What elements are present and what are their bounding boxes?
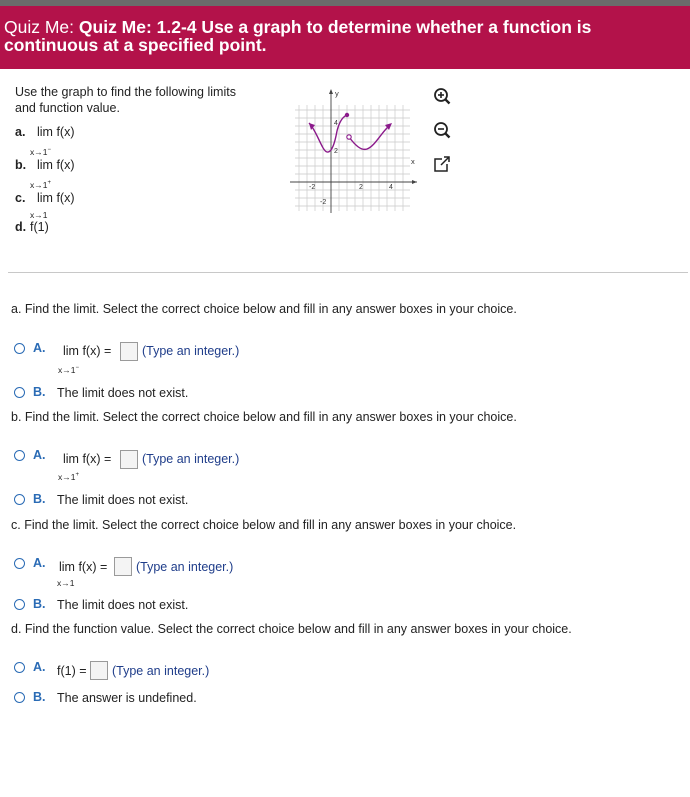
question-a-prompt: a. Find the limit. Select the correct choice below and fill in any answer boxes in your choice. — [11, 302, 517, 316]
section-divider — [8, 272, 688, 273]
question-a-option-a-expr: lim f(x) = — [63, 344, 112, 358]
question-a-option-b-text: The limit does not exist. — [57, 386, 189, 400]
question-a-answer-box[interactable] — [120, 342, 138, 361]
part-c-expr: lim f(x) — [37, 191, 75, 205]
question-d-answer-box[interactable] — [90, 661, 108, 680]
question-b-option-b-letter: B. — [33, 492, 46, 506]
instructions-line-1: Use the graph to find the following limits — [15, 85, 236, 99]
part-b-expr: lim f(x) — [37, 158, 75, 172]
zoom-in-icon[interactable] — [433, 87, 451, 105]
graph-grid — [295, 105, 410, 211]
y-axis-label: y — [335, 89, 339, 98]
x-axis-arrow — [412, 180, 417, 184]
question-a-option-b-letter: B. — [33, 385, 46, 399]
part-d-label: d. — [15, 220, 27, 234]
title-line-2: continuous at a specified point. — [4, 35, 267, 55]
part-a-expr: lim f(x) — [37, 125, 75, 139]
question-b-prompt: b. Find the limit. Select the correct choice below and fill in any answer boxes in your choice. — [11, 410, 517, 424]
question-b-option-a-letter: A. — [33, 448, 46, 462]
instructions-line-2: and function value. — [15, 101, 120, 115]
expand-icon[interactable] — [433, 155, 451, 173]
question-d-prompt: d. Find the function value. Select the correct choice below and fill in any answer boxes in your choice. — [11, 622, 572, 636]
tick-y-neg2: -2 — [320, 199, 327, 206]
title-prefix: Quiz Me: — [4, 17, 75, 37]
tick-x-4: 4 — [389, 184, 393, 191]
question-b-option-a-subscript: x→1+ — [58, 472, 79, 482]
question-d-option-a-radio[interactable] — [14, 662, 25, 673]
question-c-option-a-subscript: x→1 — [57, 578, 75, 588]
question-a-option-a-letter: A. — [33, 341, 46, 355]
question-c-option-b-letter: B. — [33, 597, 46, 611]
function-graph[interactable] — [285, 85, 420, 215]
part-a-subscript: x→1− — [30, 147, 51, 157]
question-d-option-a-expr: f(1) = — [57, 664, 87, 678]
question-c-prompt: c. Find the limit. Select the correct choice below and fill in any answer boxes in your choice. — [11, 518, 517, 532]
question-c-option-a-expr: lim f(x) = — [59, 560, 108, 574]
part-a-label: a. — [15, 125, 26, 139]
question-b-option-b-radio[interactable] — [14, 494, 25, 505]
question-a-option-b-radio[interactable] — [14, 387, 25, 398]
tick-x-neg2: -2 — [309, 184, 316, 191]
x-axis-label: x — [411, 157, 415, 166]
question-c-hint: (Type an integer.) — [136, 560, 234, 574]
tick-y-4: 4 — [334, 120, 338, 127]
instructions — [15, 84, 236, 116]
question-d-option-b-letter: B. — [33, 690, 46, 704]
page-header — [0, 6, 690, 69]
part-b-label: b. — [15, 158, 27, 172]
zoom-out-icon[interactable] — [433, 121, 451, 139]
part-b-subscript: x→1+ — [30, 180, 51, 190]
question-a-option-a-radio[interactable] — [14, 343, 25, 354]
y-axis-arrow — [329, 89, 333, 94]
question-b-option-b-text: The limit does not exist. — [57, 493, 189, 507]
question-d-option-b-radio[interactable] — [14, 692, 25, 703]
title-line-1: Quiz Me: 1.2-4 Use a graph to determine whether a function is — [78, 17, 592, 37]
part-d-expr: f(1) — [30, 220, 49, 234]
question-c-option-b-text: The limit does not exist. — [57, 598, 189, 612]
tick-y-2: 2 — [334, 148, 338, 155]
question-c-option-a-letter: A. — [33, 556, 46, 570]
question-c-option-a-radio[interactable] — [14, 558, 25, 569]
closed-point — [345, 113, 349, 117]
question-a-hint: (Type an integer.) — [142, 344, 240, 358]
question-b-option-a-radio[interactable] — [14, 450, 25, 461]
tick-x-2: 2 — [359, 184, 363, 191]
part-c-label: c. — [15, 191, 26, 205]
question-b-hint: (Type an integer.) — [142, 452, 240, 466]
question-c-answer-box[interactable] — [114, 557, 132, 576]
question-d-hint: (Type an integer.) — [112, 664, 210, 678]
open-point — [347, 135, 351, 139]
question-a-option-a-subscript: x→1− — [58, 365, 79, 375]
question-d-option-b-text: The answer is undefined. — [57, 691, 197, 705]
question-b-answer-box[interactable] — [120, 450, 138, 469]
part-c-subscript: x→1 — [30, 210, 48, 220]
question-d-option-a-letter: A. — [33, 660, 46, 674]
question-c-option-b-radio[interactable] — [14, 599, 25, 610]
page-title — [4, 18, 644, 54]
question-b-option-a-expr: lim f(x) = — [63, 452, 112, 466]
